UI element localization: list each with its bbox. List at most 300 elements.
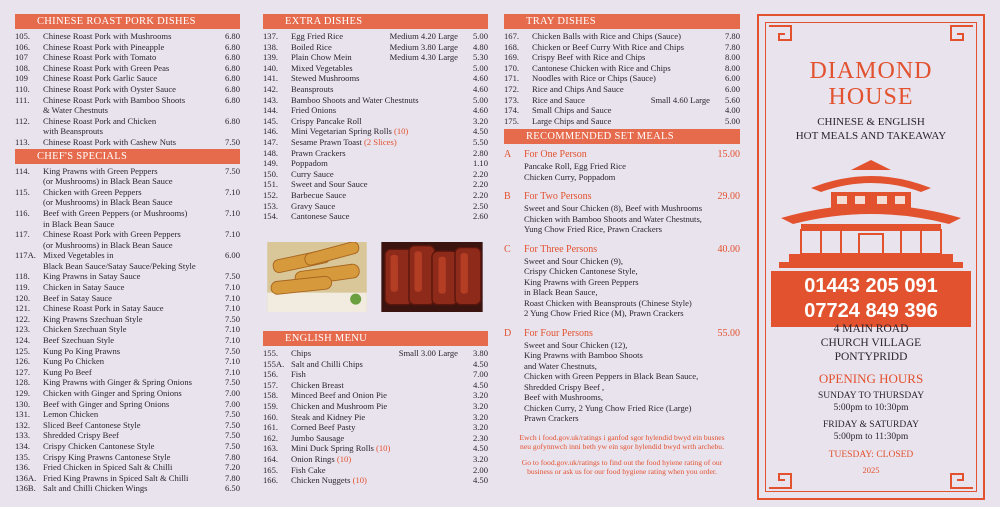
column-3 [504, 14, 740, 477]
item-name-wrap [291, 201, 458, 212]
item-quantity-note: (10) [336, 453, 352, 464]
item-name-wrap [43, 95, 210, 106]
item-number: 127. [15, 366, 31, 377]
item-price: 3.20 [472, 411, 488, 422]
item-number: 119. [15, 282, 30, 293]
item-name: Mini Vegetarian Spring Rolls [291, 126, 392, 137]
menu-item-row [15, 441, 240, 452]
item-number: 149. [263, 158, 279, 169]
item-number: 158. [263, 390, 279, 401]
item-name-wrap [43, 63, 210, 74]
hours-times-2: 5:00pm to 11:30pm [833, 432, 909, 442]
item-number: 166. [263, 475, 279, 486]
item-number: 141. [263, 73, 279, 84]
item-name: Fried Onions [291, 105, 337, 116]
phone-banner [771, 271, 971, 327]
item-name-wrap [43, 483, 210, 494]
brand-panel [757, 14, 985, 500]
welsh-line-2: neu gofynnwch inni beth yw ein sgor hylendid bwyd wrth archebu. [520, 442, 724, 452]
english-line-2: business or ask us for our food hygiene rating when you order. [527, 467, 717, 477]
item-price: 7.10 [224, 292, 240, 303]
item-number: 123. [15, 324, 31, 335]
item-price: 7.10 [224, 186, 240, 197]
item-name: King Prawns with Green Peppers [43, 165, 158, 176]
item-name: Large Chips and Sauce [532, 115, 612, 126]
item-price: 4.50 [472, 443, 488, 454]
item-name: Chinese Roast Pork and Chicken [43, 115, 157, 126]
item-number: 132. [15, 419, 31, 430]
menu-item-row [263, 169, 488, 180]
item-name-wrap [43, 314, 210, 325]
item-number: 172. [504, 83, 520, 94]
item-name-wrap [532, 52, 710, 63]
item-price: 6.80 [224, 94, 240, 105]
hours-days-1: SUNDAY TO THURSDAY [817, 391, 925, 401]
extra-dishes-list [263, 31, 488, 222]
item-price: 8.00 [724, 52, 740, 63]
item-number: 147. [263, 136, 279, 147]
item-name: Rice and Chips And Sauce [532, 83, 624, 94]
item-name-wrap [43, 462, 210, 473]
item-number: 159. [263, 400, 279, 411]
menu-item-row [15, 208, 240, 219]
item-name-wrap [291, 433, 458, 444]
set-meal-content-line: Roast Chicken with Beansprouts (Chinese Style) [524, 297, 692, 308]
item-name-wrap [291, 380, 458, 391]
item-name-wrap [43, 388, 210, 399]
item-price: 8.00 [724, 62, 740, 73]
menu-item-row [263, 422, 488, 433]
item-number: 152. [263, 189, 279, 200]
menu-item-row [263, 443, 488, 454]
set-meal-content-line: Chicken Curry, 2 Yung Chow Fried Rice (Large) [524, 402, 692, 413]
item-number: 112. [15, 115, 30, 126]
set-meal [504, 191, 740, 235]
set-meal-title: For Two Persons [524, 191, 592, 203]
hygiene-note-welsh [504, 433, 740, 452]
item-name-wrap [532, 63, 710, 74]
menu-item-row [15, 293, 240, 304]
item-number: 134. [15, 440, 31, 451]
item-name: Chips [291, 348, 312, 358]
menu-item-row [263, 348, 488, 359]
item-price: 7.50 [224, 409, 240, 420]
hygiene-note-english [504, 458, 740, 477]
item-price: 5.00 [724, 115, 740, 126]
item-name: Chicken with Ginger and Spring Onions [43, 388, 182, 398]
item-price: 7.10 [224, 282, 240, 293]
item-number: 148. [263, 147, 279, 158]
item-size-prices: Medium 3.80 Large [389, 41, 458, 52]
item-name-wrap [291, 126, 458, 137]
item-number: 168. [504, 41, 520, 52]
tagline-1: CHINESE & ENGLISH [817, 116, 925, 128]
item-name: Chicken and Mushroom Pie [291, 400, 388, 411]
item-name: Minced Beef and Onion Pie [291, 390, 387, 401]
item-price: 6.80 [224, 52, 240, 63]
item-name-wrap [43, 356, 210, 367]
item-number: 175. [504, 115, 520, 126]
menu-item-row [15, 73, 240, 84]
item-name: Chinese Roast Pork with Green Peppers [43, 229, 181, 240]
item-number: 125. [15, 345, 31, 356]
item-size-prices: Small 4.60 Large [650, 94, 710, 105]
set-meal-letter: D [504, 327, 512, 339]
menu-item-row [15, 388, 240, 399]
item-name: Small Chips and Sauce [532, 105, 612, 116]
item-price: 4.80 [472, 41, 488, 52]
item-price: 4.50 [472, 358, 488, 369]
item-price: 7.50 [224, 165, 240, 176]
menu-item-row [263, 201, 488, 212]
item-number: 118. [15, 271, 30, 282]
menu-item-row [263, 158, 488, 169]
item-name: Mixed Vegetables [291, 62, 353, 73]
item-name-wrap [291, 443, 458, 454]
item-name: Chicken or Beef Curry With Rice and Chips [532, 41, 685, 52]
item-name-wrap [532, 84, 710, 95]
item-name: Mini Duck Spring Rolls [291, 443, 374, 454]
column-1 [15, 14, 240, 494]
item-name: Shredded Crispy Beef [43, 430, 119, 441]
item-name-wrap [291, 95, 458, 106]
set-meal-price: 40.00 [717, 243, 740, 255]
item-name-wrap [291, 211, 458, 222]
item-name-wrap [43, 73, 210, 84]
item-name: King Prawns with Ginger & Spring Onions [43, 377, 192, 388]
item-price: 6.80 [224, 62, 240, 73]
menu-item-row [263, 126, 488, 137]
item-number: 136B. [15, 483, 36, 494]
item-number: 151. [263, 179, 279, 190]
section-header-tray-dishes: TRAY DISHES [504, 14, 740, 29]
item-price: 7.20 [224, 462, 240, 473]
item-name-wrap [291, 73, 458, 84]
item-name-wrap [291, 422, 458, 433]
set-meal-content-line: Sweet and Sour Chicken (9), [524, 255, 624, 266]
item-name: Crispy Beef with Rice and Chips [532, 52, 646, 63]
set-meal-content-line: in Black Bean Sauce, [524, 287, 598, 298]
item-name-wrap [43, 42, 210, 53]
opening-hours-title: OPENING HOURS [818, 371, 924, 386]
menu-item-row [15, 303, 240, 314]
item-name-wrap [43, 399, 210, 410]
item-name-wrap [43, 166, 210, 177]
item-name-wrap [43, 137, 210, 148]
item-price: 7.50 [224, 313, 240, 324]
item-number: 173. [504, 94, 520, 105]
item-quantity-note: (10) [393, 126, 409, 137]
item-name: Chicken Szechuan Style [43, 324, 127, 335]
item-number: 126. [15, 356, 31, 367]
item-number: 144. [263, 105, 279, 116]
menu-item-row [504, 42, 740, 53]
menu-item-row [263, 401, 488, 412]
item-number: 117A. [15, 250, 36, 261]
item-name: Chicken Breast [291, 379, 344, 390]
item-name: Noodles with Rice or Chips (Sauce) [532, 73, 656, 84]
item-name-wrap [532, 116, 710, 127]
item-number: 140. [263, 62, 279, 73]
item-name-continued: (or Mushrooms) in Black Bean Sauce [43, 239, 173, 250]
menu-item-row [15, 84, 240, 95]
section-header-roast-pork: CHINESE ROAST PORK DISHES [15, 14, 240, 29]
year: 2025 [862, 465, 880, 475]
item-name-wrap [291, 116, 458, 127]
menu-item-row [15, 314, 240, 325]
item-number: 135. [15, 451, 31, 462]
item-number: 171. [504, 73, 520, 84]
item-name: Fried Chicken in Spiced Salt & Chilli [43, 462, 173, 473]
item-name: Chinese Roast Pork Garlic Sauce [43, 73, 158, 84]
set-meal-content-line: Yung Chow Fried Rice, Prawn Crackers [524, 224, 662, 235]
item-number: 162. [263, 432, 279, 443]
item-name: King Prawns Szechuan Style [43, 313, 143, 324]
item-price: 7.50 [224, 345, 240, 356]
set-meal [504, 244, 740, 319]
section-header-set-meals: RECOMMENDED SET MEALS [504, 129, 740, 144]
item-price: 6.80 [224, 41, 240, 52]
set-meal-content-line: King Prawns with Bamboo Shoots [524, 350, 643, 361]
item-size-prices: Medium 4.30 Large [389, 52, 458, 63]
menu-item-row [15, 63, 240, 74]
set-meal-content-line: 2 Yung Chow Fried Rice (M), Prawn Crackers [524, 308, 684, 319]
menu-item-row [15, 116, 240, 127]
item-name-wrap [291, 84, 458, 95]
phone-number-2[interactable]: 07724 849 396 [804, 300, 938, 322]
item-name: Chinese Roast Pork with Oyster Sauce [43, 83, 176, 94]
set-meal-title-row [504, 149, 740, 161]
item-number: 139. [263, 52, 279, 63]
item-name: Corned Beef Pasty [291, 422, 356, 433]
item-number: 146. [263, 126, 279, 137]
item-price: 7.80 [224, 451, 240, 462]
item-name-wrap [43, 271, 210, 282]
item-price: 6.00 [724, 73, 740, 84]
item-name-wrap [43, 187, 210, 198]
item-name-wrap [43, 84, 210, 95]
item-name-wrap [43, 293, 210, 304]
item-number: 114. [15, 165, 30, 176]
item-name: Lemon Chicken [43, 409, 99, 420]
menu-item-row [15, 52, 240, 63]
item-name-continued: & Water Chestnuts [43, 105, 109, 116]
spring-rolls-photo [263, 242, 371, 312]
item-price: 2.80 [472, 147, 488, 158]
set-meal-price: 15.00 [717, 149, 740, 161]
item-price: 4.50 [472, 126, 488, 137]
item-number: 122. [15, 313, 31, 324]
item-name-wrap [43, 116, 210, 127]
menu-item-row [504, 31, 740, 42]
column-2-english [263, 331, 488, 486]
item-name: Beef with Green Peppers (or Mushrooms) [43, 207, 188, 218]
menu-item-row [15, 166, 240, 177]
menu-item-row [15, 346, 240, 357]
item-number: 154. [263, 211, 279, 222]
menu-item-row [263, 412, 488, 423]
address-line-3: PONTYPRIDD [834, 351, 908, 363]
item-name: Fish [291, 369, 306, 380]
set-meal-content-line: Sweet and Sour Chicken (12), [524, 339, 628, 350]
set-meal-content-line: Chicken with Bamboo Shoots and Water Chestnuts, [524, 213, 702, 224]
set-meal-letter: B [504, 191, 511, 203]
item-price: 7.50 [224, 430, 240, 441]
item-price: 5.00 [472, 31, 488, 41]
item-name: Kung Po Chicken [43, 356, 105, 367]
item-name-wrap [43, 303, 210, 314]
item-name-wrap [291, 31, 376, 42]
menu-item-row [15, 137, 240, 148]
menu-item-row [263, 380, 488, 391]
set-meal-letter: C [504, 243, 511, 255]
item-size-prices: Small 3.00 Large [398, 348, 458, 358]
menu-item-row [263, 42, 488, 53]
item-name-wrap [43, 52, 210, 63]
set-meal-price: 55.00 [717, 327, 740, 339]
menu-item-row [263, 359, 488, 370]
item-price: 3.20 [472, 422, 488, 433]
item-name: Plain Chow Mein [291, 52, 352, 63]
item-number: 145. [263, 115, 279, 126]
tagline-2: HOT MEALS AND TAKEAWAY [795, 130, 947, 142]
item-name-wrap [291, 390, 458, 401]
menu-item-row [15, 356, 240, 367]
set-meal-content-line: Beef with Mushrooms, [524, 392, 604, 403]
menu-item-row [15, 42, 240, 53]
item-name-wrap [43, 367, 210, 378]
section-header-english-menu: ENGLISH MENU [263, 331, 488, 346]
item-number: 129. [15, 388, 31, 398]
item-number: 128. [15, 377, 31, 388]
item-price: 3.20 [472, 400, 488, 411]
menu-item-row [263, 433, 488, 444]
item-number: 167. [504, 31, 520, 41]
set-meal-content-line: Chicken with Green Peppers in Black Bean Sauce, [524, 371, 699, 382]
item-name-wrap [43, 377, 210, 388]
item-name-wrap [291, 412, 458, 423]
menu-item-row [263, 211, 488, 222]
item-number: 111. [15, 94, 30, 105]
item-price: 2.30 [472, 432, 488, 443]
brand-name-line-2: HOUSE [828, 84, 914, 110]
item-name-wrap [43, 409, 210, 420]
menu-item-row [263, 454, 488, 465]
item-name: Kung Po King Prawns [43, 345, 121, 356]
menu-item-row [263, 369, 488, 380]
item-name-wrap [43, 473, 210, 484]
item-name-wrap [43, 282, 210, 293]
menu-item-row [504, 84, 740, 95]
item-name-wrap [291, 465, 458, 476]
set-meal-title-row [504, 328, 740, 340]
item-price: 7.50 [224, 271, 240, 282]
item-size-prices: Medium 4.20 Large [389, 31, 458, 41]
item-price: 5.30 [472, 52, 488, 63]
item-price: 5.00 [472, 94, 488, 105]
item-price: 7.80 [724, 31, 740, 41]
item-price: 2.60 [472, 211, 488, 222]
item-name: Beef with Ginger and Spring Onions [43, 398, 170, 409]
food-photos [263, 242, 487, 312]
set-meal-title: For Three Persons [524, 243, 598, 255]
item-price: 4.50 [472, 379, 488, 390]
item-name: Beef Szechuan Style [43, 335, 115, 346]
item-name-wrap [291, 137, 458, 148]
address-line-1: 4 MAIN ROAD [833, 323, 909, 335]
item-name: Salt and Chilli Chips [291, 358, 363, 369]
item-name: Crispy King Prawns Cantonese Style [43, 451, 171, 462]
item-name-wrap [532, 31, 710, 42]
item-name-wrap [291, 401, 458, 412]
menu-item-row [504, 52, 740, 63]
item-name: Boiled Rice [291, 41, 332, 52]
set-meal [504, 149, 740, 182]
item-name: Chinese Roast Pork with Mushrooms [43, 31, 172, 41]
item-number: 136. [15, 462, 31, 473]
item-number: 130. [15, 398, 31, 409]
item-name: Sesame Prawn Toast [291, 136, 362, 147]
set-meal-content-line: Shredded Crispy Beef , [524, 381, 605, 392]
item-number: 113. [15, 136, 30, 147]
menu-item-row [15, 420, 240, 431]
set-meal-content-line: Chicken Curry, Poppadom [524, 171, 616, 182]
item-name: Mixed Vegetables in [43, 250, 114, 261]
item-name-continued: (or Mushrooms) in Black Bean Sauce [43, 176, 173, 187]
item-name: Steak and Kidney Pie [291, 411, 366, 422]
item-number: 157. [263, 379, 279, 390]
menu-item-row [15, 462, 240, 473]
item-quantity-note: (10) [376, 443, 391, 454]
item-price: 7.00 [224, 388, 240, 398]
item-number: 124. [15, 335, 31, 346]
item-name-wrap [43, 250, 210, 261]
item-number: 150. [263, 168, 279, 179]
item-name: Cantonese Sauce [291, 211, 350, 222]
item-name: Chicken Nuggets [291, 475, 351, 486]
item-name-wrap [43, 335, 210, 346]
phone-number-1[interactable]: 01443 205 091 [804, 275, 938, 297]
hours-times-1: 5:00pm to 10:30pm [833, 403, 909, 413]
menu-item-row [15, 250, 240, 261]
item-number: 160. [263, 411, 279, 422]
menu-item-row [504, 73, 740, 84]
menu-item-row [504, 95, 740, 106]
menu-item-row [263, 105, 488, 116]
item-name-continued: (or Mushrooms) in Black Bean Sauce [43, 197, 173, 208]
item-number: 108. [15, 62, 31, 73]
item-name-wrap [43, 441, 210, 452]
menu-item-row [504, 63, 740, 74]
menu-item-row [15, 229, 240, 240]
pagoda-icon [771, 158, 971, 270]
english-menu-list [263, 348, 488, 486]
item-price: 7.10 [224, 335, 240, 346]
item-name-continued: Black Bean Sauce/Satay Sauce/Peking Style [43, 260, 196, 271]
menu-item-row [263, 465, 488, 476]
set-meal-content-line: King Prawns with Green Peppers [524, 276, 639, 287]
menu-item-row [15, 430, 240, 441]
item-price: 6.80 [224, 115, 240, 126]
item-name: Crispy Pancake Roll [291, 115, 362, 126]
item-name: Chinese Roast Pork with Pineapple [43, 41, 165, 52]
item-name-wrap [291, 169, 458, 180]
item-price: 6.80 [224, 31, 240, 41]
item-number: 164. [263, 453, 279, 464]
item-price: 4.50 [472, 475, 488, 486]
item-name-continued: in Black Bean Sauce [43, 218, 115, 229]
item-name: Prawn Crackers [291, 147, 346, 158]
